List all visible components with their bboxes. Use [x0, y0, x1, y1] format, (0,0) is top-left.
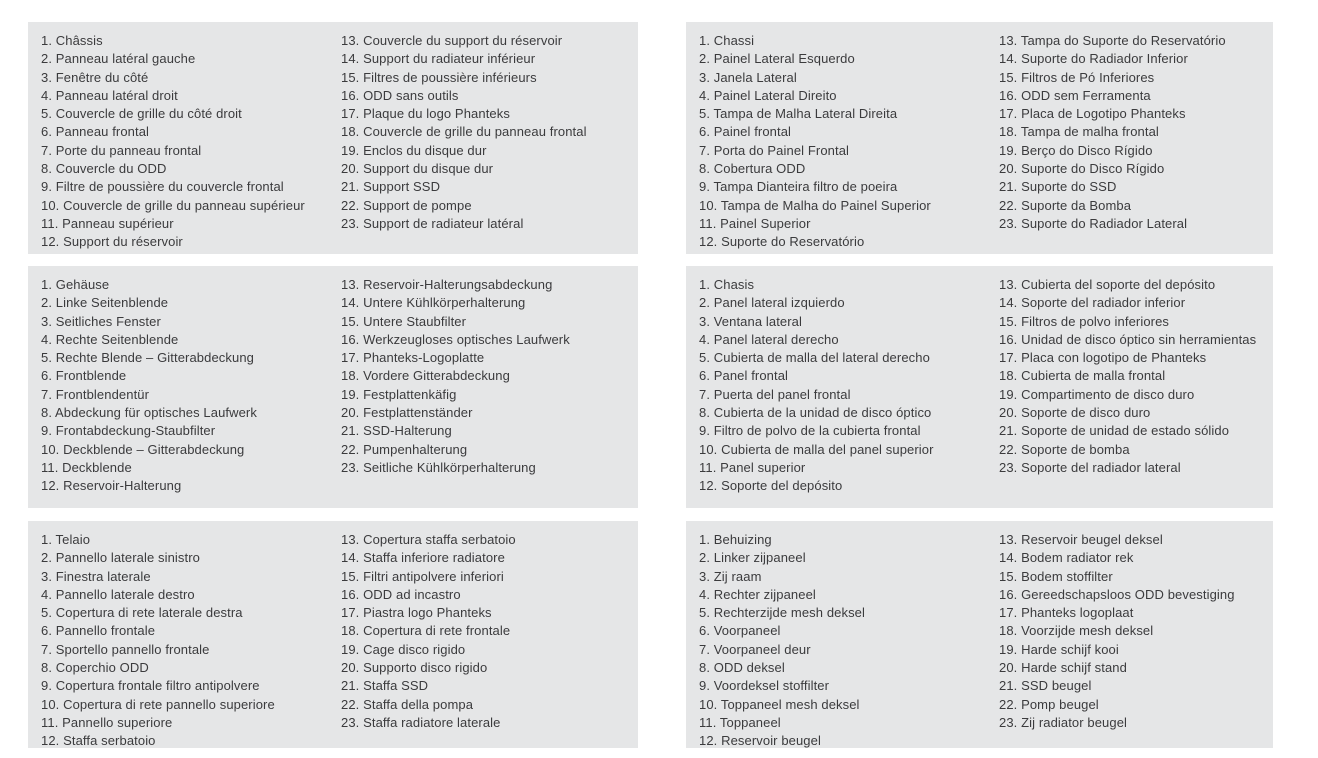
- part-list-item: 1. Chasis: [699, 277, 755, 292]
- part-list-item: 13. Copertura staffa serbatoio: [341, 532, 516, 547]
- part-list-item: 11. Toppaneel: [699, 714, 781, 730]
- part-list-item: 18. Tampa de malha frontal: [999, 124, 1159, 140]
- part-list-item: 5. Rechte Blende – Gitterabdeckung: [41, 350, 254, 366]
- part-list-item: 22. Staffa della pompa: [341, 696, 474, 712]
- part-list-item: 21. SSD beugel: [999, 678, 1092, 694]
- parts-list-panel-italian: [28, 521, 638, 748]
- part-list-item: 19. Harde schijf kooi: [999, 641, 1119, 657]
- part-list-item: 18. Vordere Gitterabdeckung: [341, 368, 510, 384]
- part-list-item: 15. Untere Staubfilter: [341, 313, 467, 329]
- part-list-item: 4. Panneau latéral droit: [41, 87, 178, 103]
- part-list-item: 13. Reservoir beugel deksel: [999, 532, 1163, 547]
- part-list-item: 13. Couvercle du support du réservoir: [341, 33, 563, 48]
- part-list-item: 4. Rechte Seitenblende: [41, 331, 179, 347]
- part-list-item: 22. Suporte da Bomba: [999, 197, 1132, 213]
- part-list-item: 5. Tampa de Malha Lateral Direita: [699, 106, 898, 122]
- part-list-item: 10. Couvercle de grille du panneau supérieur: [41, 197, 305, 213]
- part-list-item: 9. Filtro de polvo de la cubierta frontal: [699, 423, 921, 439]
- part-list-item: 19. Compartimento de disco duro: [999, 386, 1195, 402]
- part-list-item: 11. Deckblende: [41, 459, 132, 475]
- part-list-item: 20. Soporte de disco duro: [999, 405, 1151, 421]
- part-list-item: 1. Chassi: [699, 33, 755, 48]
- part-list-item: 22. Soporte de bomba: [999, 441, 1130, 457]
- part-list-item: 17. Phanteks-Logoplatte: [341, 350, 485, 366]
- part-list-item: 19. Enclos du disque dur: [341, 142, 487, 158]
- part-list-item: 23. Seitliche Kühlkörperhalterung: [341, 459, 536, 475]
- part-list-item: 8. Couvercle du ODD: [41, 161, 167, 177]
- part-list-item: 21. Soporte de unidad de estado sólido: [999, 423, 1230, 439]
- part-list-item: 21. Suporte do SSD: [999, 179, 1117, 195]
- part-list-item: 12. Staffa serbatoio: [41, 733, 156, 749]
- part-list-item: 11. Panneau supérieur: [41, 215, 174, 231]
- part-list-item: 1. Gehäuse: [41, 277, 110, 292]
- part-list-item: 22. Pumpenhalterung: [341, 441, 468, 457]
- part-list-item: 8. Coperchio ODD: [41, 660, 149, 676]
- parts-column-left: [699, 276, 999, 496]
- part-list-item: 10. Toppaneel mesh deksel: [699, 696, 860, 712]
- part-list-item: 6. Frontblende: [41, 368, 127, 384]
- part-list-item: 3. Seitliches Fenster: [41, 313, 161, 329]
- part-list-item: 7. Porta do Painel Frontal: [699, 142, 850, 158]
- part-list-item: 2. Linker zijpaneel: [699, 550, 806, 566]
- part-list-item: 5. Copertura di rete laterale destra: [41, 605, 243, 621]
- part-list-item: 7. Voorpaneel deur: [699, 641, 811, 657]
- part-list-item: 6. Panel frontal: [699, 368, 789, 384]
- part-list-item: 13. Reservoir-Halterungsabdeckung: [341, 277, 553, 292]
- part-list-item: 17. Phanteks logoplaat: [999, 605, 1134, 621]
- part-list-item: 1. Châssis: [41, 33, 103, 48]
- part-list-item: 5. Rechterzijde mesh deksel: [699, 605, 865, 621]
- part-list-item: 15. Filtros de Pó Inferiores: [999, 69, 1155, 85]
- part-list-item: 2. Panneau latéral gauche: [41, 51, 196, 67]
- part-list-item: 5. Cubierta de malla del lateral derecho: [699, 350, 930, 366]
- part-list-item: 17. Plaque du logo Phanteks: [341, 106, 510, 122]
- parts-list-panel-dutch: [686, 521, 1273, 748]
- part-list-item: 14. Suporte do Radiador Inferior: [999, 51, 1188, 67]
- part-list-item: 14. Soporte del radiador inferior: [999, 295, 1186, 311]
- part-list-item: 23. Support de radiateur latéral: [341, 215, 524, 231]
- part-list-item: 12. Support du réservoir: [41, 234, 183, 250]
- part-list-item: 20. Harde schijf stand: [999, 660, 1127, 676]
- parts-column-left: [699, 32, 999, 252]
- parts-column-right: [999, 531, 1267, 732]
- part-list-item: 7. Porte du panneau frontal: [41, 142, 202, 158]
- part-list-item: 12. Soporte del depósito: [699, 478, 843, 494]
- part-list-item: 13. Cubierta del soporte del depósito: [999, 277, 1216, 292]
- part-list-item: 16. ODD sans outils: [341, 87, 459, 103]
- part-list-item: 19. Cage disco rigido: [341, 641, 466, 657]
- parts-list-panel-german: [28, 266, 638, 508]
- part-list-item: 15. Bodem stoffilter: [999, 568, 1113, 584]
- part-list-item: 16. ODD ad incastro: [341, 586, 461, 602]
- parts-list-panel-portuguese: [686, 22, 1273, 254]
- part-list-item: 20. Festplattenständer: [341, 405, 473, 421]
- part-list-item: 14. Staffa inferiore radiatore: [341, 550, 505, 566]
- part-list-item: 10. Copertura di rete pannello superiore: [41, 696, 275, 712]
- part-list-item: 3. Ventana lateral: [699, 313, 802, 329]
- part-list-item: 2. Panel lateral izquierdo: [699, 295, 845, 311]
- part-list-item: 4. Panel lateral derecho: [699, 331, 839, 347]
- part-list-item: 2. Pannello laterale sinistro: [41, 550, 200, 566]
- part-list-item: 20. Suporte do Disco Rígido: [999, 161, 1165, 177]
- part-list-item: 8. ODD deksel: [699, 660, 785, 676]
- parts-column-left: [699, 531, 999, 751]
- parts-column-right: [341, 32, 632, 233]
- part-list-item: 12. Suporte do Reservatório: [699, 234, 865, 250]
- part-list-item: 18. Voorzijde mesh deksel: [999, 623, 1154, 639]
- part-list-item: 23. Soporte del radiador lateral: [999, 459, 1181, 475]
- part-list-item: 20. Supporto disco rigido: [341, 660, 488, 676]
- part-list-item: 14. Bodem radiator rek: [999, 550, 1134, 566]
- parts-column-right: [999, 276, 1267, 477]
- part-list-item: 4. Pannello laterale destro: [41, 586, 195, 602]
- part-list-item: 5. Couvercle de grille du côté droit: [41, 106, 242, 122]
- part-list-item: 11. Pannello superiore: [41, 714, 173, 730]
- part-list-item: 17. Placa de Logotipo Phanteks: [999, 106, 1186, 122]
- part-list-item: 3. Finestra laterale: [41, 568, 151, 584]
- part-list-item: 9. Filtre de poussière du couvercle frontal: [41, 179, 284, 195]
- part-list-item: 7. Puerta del panel frontal: [699, 386, 851, 402]
- part-list-item: 17. Placa con logotipo de Phanteks: [999, 350, 1207, 366]
- parts-column-right: [999, 32, 1267, 233]
- part-list-item: 2. Linke Seitenblende: [41, 295, 169, 311]
- part-list-item: 7. Sportello pannello frontale: [41, 641, 210, 657]
- part-list-item: 18. Cubierta de malla frontal: [999, 368, 1166, 384]
- part-list-item: 19. Festplattenkäfig: [341, 386, 457, 402]
- part-list-item: 3. Fenêtre du côté: [41, 69, 149, 85]
- part-list-item: 9. Tampa Dianteira filtro de poeira: [699, 179, 898, 195]
- part-list-item: 4. Painel Lateral Direito: [699, 87, 837, 103]
- part-list-item: 10. Cubierta de malla del panel superior: [699, 441, 934, 457]
- part-list-item: 19. Berço do Disco Rígido: [999, 142, 1153, 158]
- part-list-item: 16. Unidad de disco óptico sin herramientas: [999, 331, 1257, 347]
- part-list-item: 10. Tampa de Malha do Painel Superior: [699, 197, 931, 213]
- part-list-item: 22. Pomp beugel: [999, 696, 1099, 712]
- part-list-item: 16. Gereedschapsloos ODD bevestiging: [999, 586, 1235, 602]
- part-list-item: 14. Untere Kühlkörperhalterung: [341, 295, 526, 311]
- part-list-item: 21. Staffa SSD: [341, 678, 429, 694]
- part-list-item: 9. Copertura frontale filtro antipolvere: [41, 678, 260, 694]
- parts-list-panel-french: [28, 22, 638, 254]
- part-list-item: 23. Staffa radiatore laterale: [341, 714, 501, 730]
- parts-list-panel-spanish: [686, 266, 1273, 508]
- part-list-item: 1. Telaio: [41, 532, 91, 547]
- part-list-item: 15. Filtros de polvo inferiores: [999, 313, 1170, 329]
- part-list-item: 15. Filtres de poussière inférieurs: [341, 69, 537, 85]
- part-list-item: 17. Piastra logo Phanteks: [341, 605, 492, 621]
- part-list-item: 8. Abdeckung für optisches Laufwerk: [41, 405, 257, 421]
- part-list-item: 3. Zij raam: [699, 568, 762, 584]
- part-list-item: 21. Support SSD: [341, 179, 441, 195]
- part-list-item: 14. Support du radiateur inférieur: [341, 51, 536, 67]
- part-list-item: 3. Janela Lateral: [699, 69, 797, 85]
- part-list-item: 6. Painel frontal: [699, 124, 792, 140]
- part-list-item: 23. Zij radiator beugel: [999, 714, 1128, 730]
- part-list-item: 15. Filtri antipolvere inferiori: [341, 568, 504, 584]
- part-list-item: 6. Pannello frontale: [41, 623, 156, 639]
- part-list-item: 1. Behuizing: [699, 532, 772, 547]
- parts-column-left: [41, 531, 341, 751]
- part-list-item: 9. Voordeksel stoffilter: [699, 678, 830, 694]
- part-list-item: 12. Reservoir beugel: [699, 733, 821, 749]
- parts-column-right: [341, 276, 632, 477]
- part-list-item: 4. Rechter zijpaneel: [699, 586, 816, 602]
- part-list-item: 10. Deckblende – Gitterabdeckung: [41, 441, 245, 457]
- part-list-item: 9. Frontabdeckung-Staubfilter: [41, 423, 216, 439]
- part-list-item: 11. Painel Superior: [699, 215, 811, 231]
- part-list-item: 11. Panel superior: [699, 459, 806, 475]
- part-list-item: 16. Werkzeugloses optisches Laufwerk: [341, 331, 570, 347]
- part-list-item: 18. Copertura di rete frontale: [341, 623, 511, 639]
- part-list-item: 2. Painel Lateral Esquerdo: [699, 51, 855, 67]
- part-list-item: 21. SSD-Halterung: [341, 423, 452, 439]
- part-list-item: 23. Suporte do Radiador Lateral: [999, 215, 1188, 231]
- part-list-item: 16. ODD sem Ferramenta: [999, 87, 1151, 103]
- part-list-item: 8. Cubierta de la unidad de disco óptico: [699, 405, 932, 421]
- parts-column-right: [341, 531, 632, 732]
- part-list-item: 7. Frontblendentür: [41, 386, 150, 402]
- part-list-item: 20. Support du disque dur: [341, 161, 494, 177]
- part-list-item: 8. Cobertura ODD: [699, 161, 806, 177]
- part-list-item: 6. Panneau frontal: [41, 124, 150, 140]
- parts-column-left: [41, 32, 341, 252]
- part-list-item: 18. Couvercle de grille du panneau frontal: [341, 124, 587, 140]
- part-list-item: 6. Voorpaneel: [699, 623, 781, 639]
- parts-column-left: [41, 276, 341, 496]
- part-list-item: 13. Tampa do Suporte do Reservatório: [999, 33, 1226, 48]
- part-list-item: 12. Reservoir-Halterung: [41, 478, 182, 494]
- part-list-item: 22. Support de pompe: [341, 197, 472, 213]
